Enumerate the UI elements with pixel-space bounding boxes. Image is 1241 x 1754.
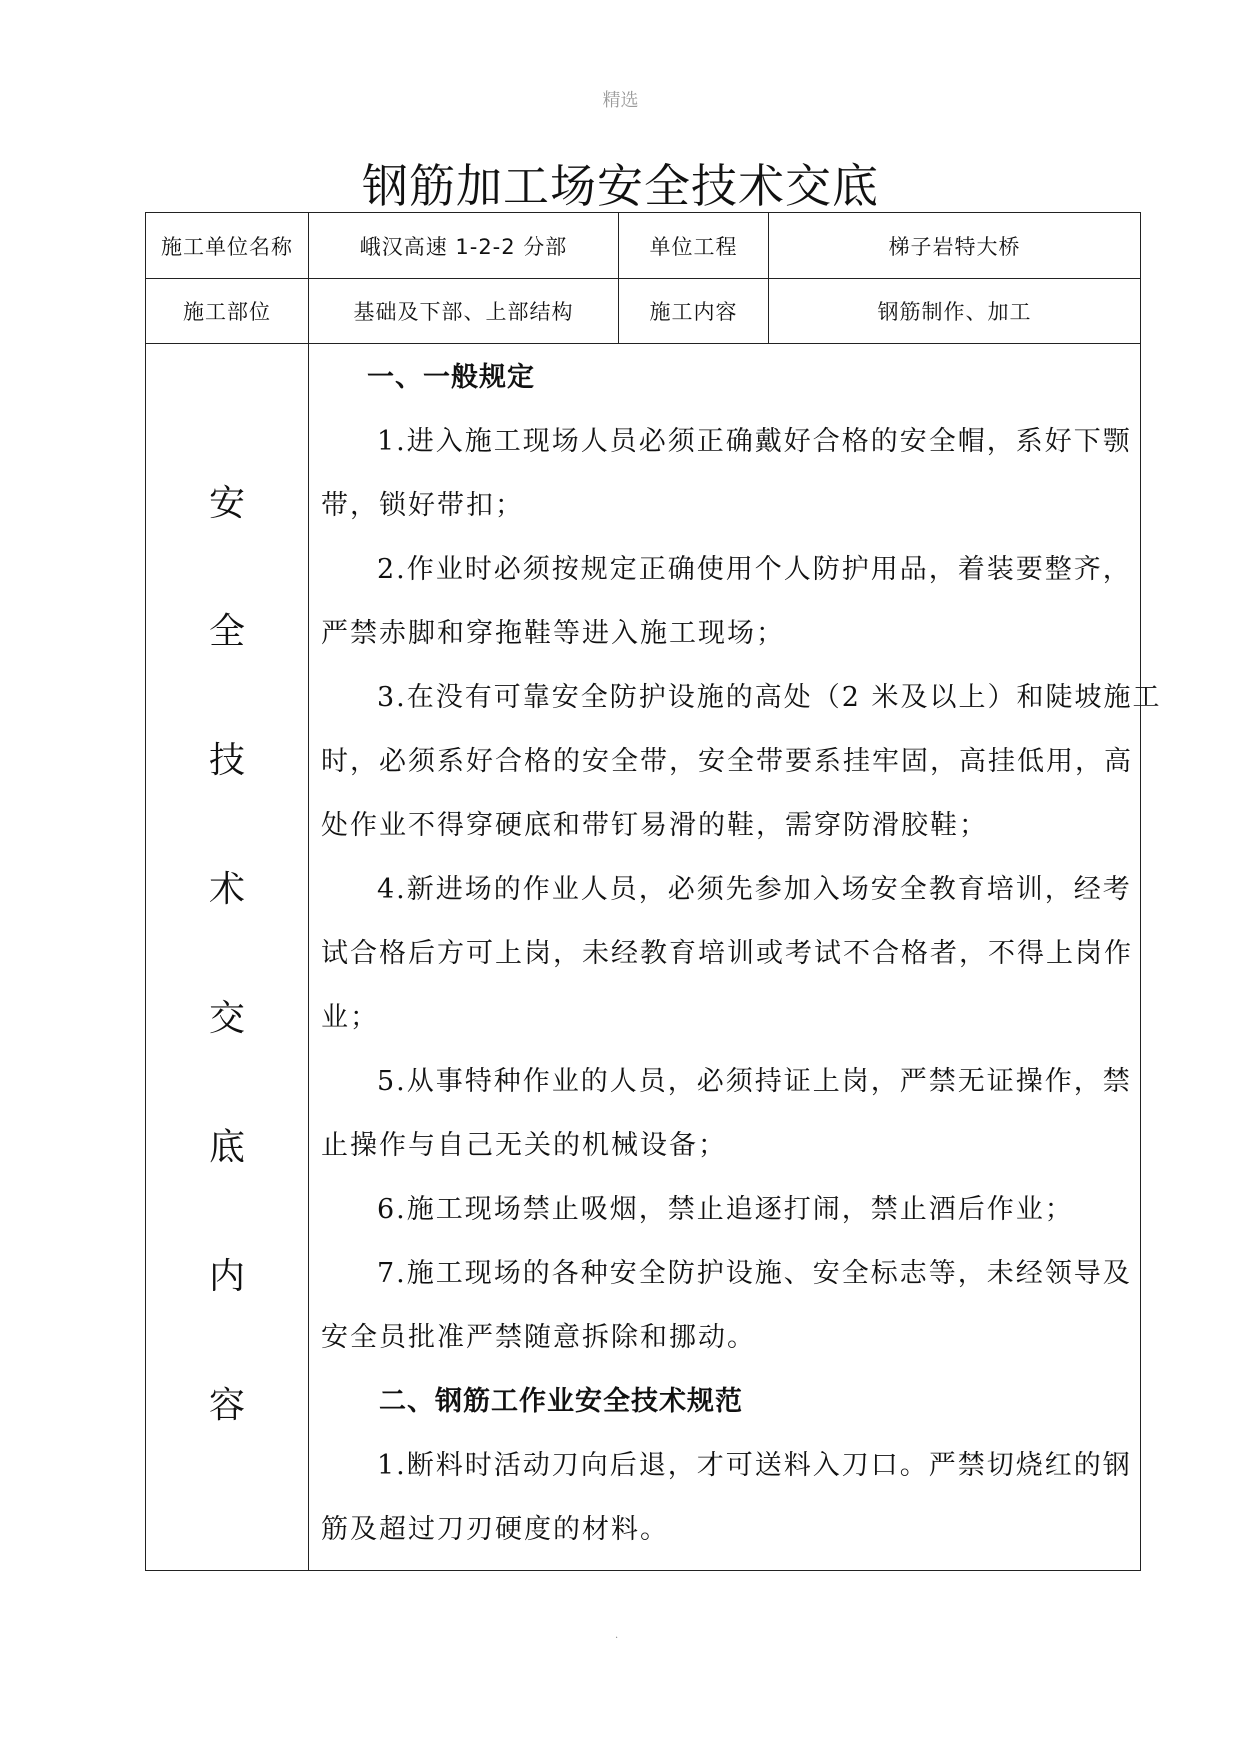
paragraph-line: 6.施工现场禁止吸烟，禁止追逐打闹，禁止酒后作业；	[377, 1194, 1074, 1225]
side-label	[146, 344, 309, 1570]
paragraph-line: 1.进入施工现场人员必须正确戴好合格的安全帽，系好下颚	[377, 426, 1132, 457]
side-char: 内	[208, 1256, 245, 1297]
side-char: 术	[208, 869, 245, 910]
unit-name-label: 施工单位名称	[146, 213, 309, 278]
paragraph-line: 5.从事特种作业的人员，必须持证上岗，严禁无证操作，禁	[377, 1066, 1132, 1097]
paragraph-line: 处作业不得穿硬底和带钉易滑的鞋，需穿防滑胶鞋；	[321, 810, 988, 841]
location-label: 施工部位	[146, 279, 309, 343]
disclosure-content	[309, 344, 1162, 1570]
side-char: 全	[208, 611, 245, 652]
side-char: 技	[208, 740, 245, 781]
paragraph-line: 安全员批准严禁随意拆除和挪动。	[321, 1322, 756, 1353]
paragraph-line: 2.作业时必须按规定正确使用个人防护用品，着装要整齐，	[377, 554, 1132, 585]
content-label: 施工内容	[619, 279, 769, 343]
project-value: 梯子岩特大桥	[888, 234, 1021, 259]
paragraph-line: 试合格后方可上岗，未经教育培训或考试不合格者，不得上岗作	[321, 938, 1133, 969]
unit-name-value: 峨汉高速 1-2-2 分部	[309, 213, 619, 278]
side-char: 交	[208, 998, 245, 1039]
section-heading-general: 一、一般规定	[367, 362, 535, 393]
paragraph-line: 7.施工现场的各种安全防护设施、安全标志等，未经领导及	[377, 1258, 1132, 1289]
paragraph-line: 带，锁好带扣；	[321, 490, 524, 521]
paragraph-line: 严禁赤脚和穿拖鞋等进入施工现场；	[321, 618, 785, 649]
paragraph-line: 止操作与自己无关的机械设备；	[321, 1130, 727, 1161]
header-row-2	[146, 279, 1140, 344]
side-char: 底	[208, 1127, 245, 1168]
paragraph-line: 时，必须系好合格的安全带，安全带要系挂牢固，高挂低用，高	[321, 746, 1133, 777]
location-value: 基础及下部、上部结构	[309, 279, 619, 343]
side-char: 安	[208, 483, 245, 524]
content-value: 钢筋制作、加工	[877, 300, 1032, 324]
disclosure-body-row	[146, 344, 1162, 1570]
watermark: 精选	[602, 90, 639, 111]
header-row-1	[146, 213, 1140, 279]
disclosure-table	[145, 212, 1162, 1571]
document-title: 钢筋加工场安全技术交底	[362, 159, 879, 213]
paragraph-line: 1.断料时活动刀向后退，才可送料入刀口。严禁切烧红的钢	[377, 1450, 1132, 1481]
paragraph-line: 3.在没有可靠安全防护设施的高处（2 米及以上）和陡坡施工	[377, 682, 1162, 713]
paragraph-line: 业；	[321, 1002, 379, 1033]
section-heading-rebar: 二、钢筋工作业安全技术规范	[379, 1386, 743, 1417]
project-label: 单位工程	[619, 213, 769, 278]
paragraph-line: 筋及超过刀刃硬度的材料。	[321, 1514, 669, 1545]
side-char: 容	[208, 1385, 245, 1426]
paragraph-line: 4.新进场的作业人员，必须先参加入场安全教育培训，经考	[377, 874, 1132, 905]
footer-mark: .	[615, 1630, 619, 1641]
